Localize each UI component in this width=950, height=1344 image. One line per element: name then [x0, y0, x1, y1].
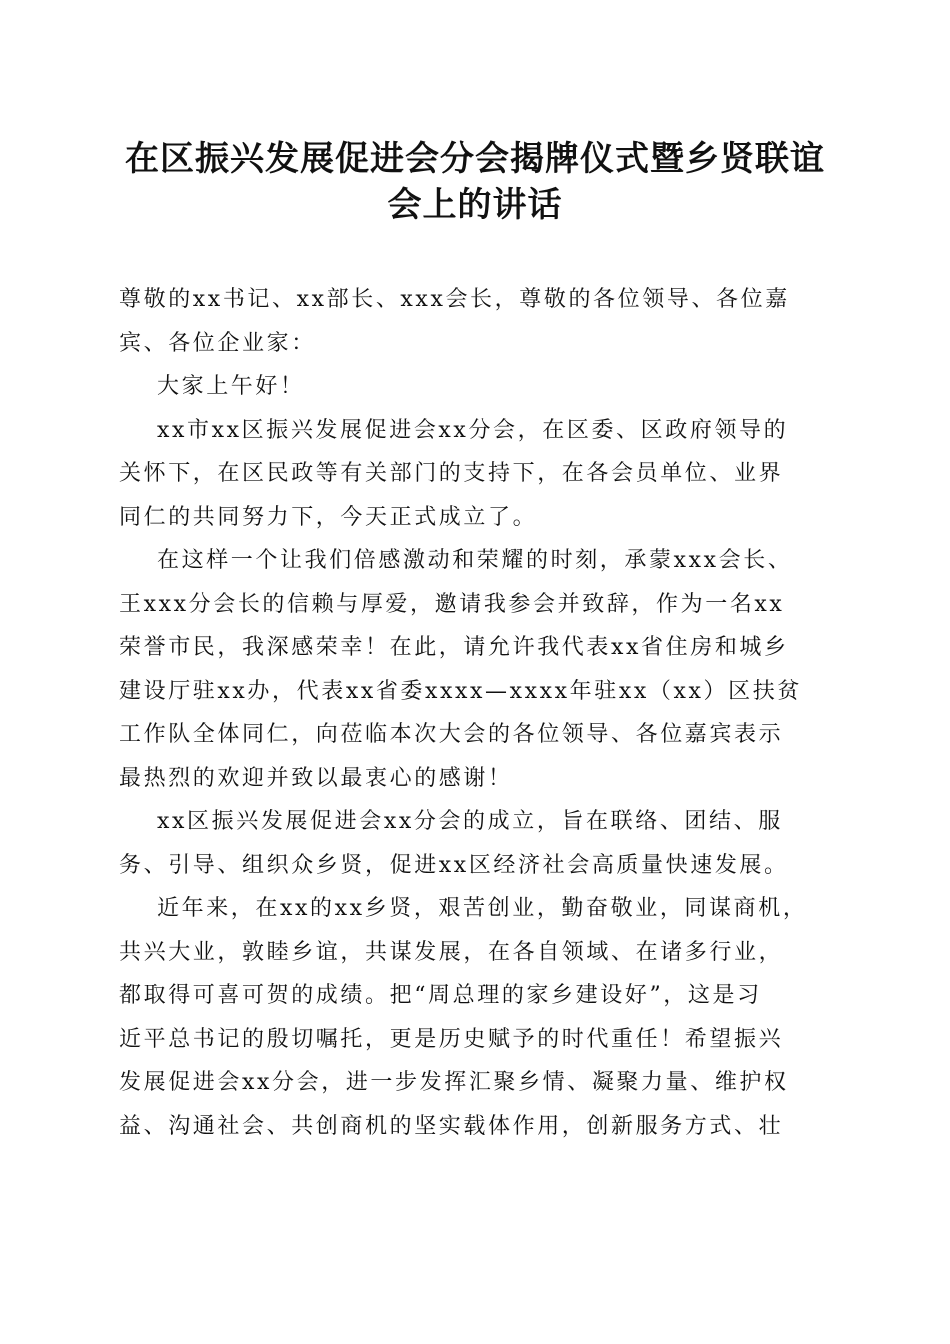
paragraph-line: 同仁的共同努力下，今天正式成立了。 — [119, 504, 538, 530]
paragraph-line: 工作队全体同仁，向莅临本次大会的各位领导、各位嘉宾表示 — [119, 722, 784, 747]
paragraph-line: 荣誉市民，我深感荣幸！在此，请允许我代表xx省住房和城乡 — [119, 635, 789, 660]
paragraph-line: 都取得可喜可贺的成绩。把“周总理的家乡建设好”，这是习 — [119, 983, 762, 1008]
greeting-line: 大家上午好！ — [157, 374, 305, 399]
salutation-line: 宾、各位企业家： — [119, 330, 316, 356]
document-title-line-1: 在区振兴发展促进会分会揭牌仪式暨乡贤联谊 — [125, 139, 825, 179]
paragraph-line: xx区振兴发展促进会xx分会的成立，旨在联络、团结、服 — [157, 809, 783, 834]
paragraph-line: 务、引导、组织众乡贤，促进xx区经济社会高质量快速发展。 — [119, 852, 789, 878]
paragraph-line: 共兴大业，敦睦乡谊，共谋发展，在各自领域、在诸多行业， — [119, 939, 784, 965]
paragraph-line: 益、沟通社会、共创商机的坚实载体作用，创新服务方式、壮 — [119, 1113, 784, 1139]
paragraph-line: 建设厅驻xx办，代表xx省委xxxx—xxxx年驻xx（xx）区扶贫 — [119, 678, 802, 704]
salutation-line: 尊敬的xx书记、xx部长、xxx会长，尊敬的各位领导、各位嘉 — [119, 287, 790, 312]
paragraph-line: xx市xx区振兴发展促进会xx分会，在区委、区政府领导的 — [157, 417, 789, 443]
document-body — [119, 278, 831, 1148]
document-title-line-2: 会上的讲话 — [387, 185, 563, 225]
paragraph-line: 关怀下，在区民政等有关部门的支持下，在各会员单位、业界 — [119, 461, 784, 486]
paragraph-line: 在这样一个让我们倍感激动和荣耀的时刻，承蒙xxx会长、 — [157, 548, 793, 573]
paragraph-line: 近年来，在xx的xx乡贤，艰苦创业，勤奋敬业，同谋商机， — [157, 896, 808, 921]
paragraph-line: 近平总书记的殷切嘱托，更是历史赋予的时代重任！希望振兴 — [119, 1026, 784, 1052]
paragraph-line: 发展促进会xx分会，进一步发挥汇聚乡情、凝聚力量、维护权 — [119, 1070, 789, 1095]
paragraph-line: 王xxx分会长的信赖与厚爱，邀请我参会并致辞，作为一名xx — [119, 591, 785, 617]
paragraph-line: 最热烈的欢迎并致以最衷心的感谢！ — [119, 765, 513, 791]
